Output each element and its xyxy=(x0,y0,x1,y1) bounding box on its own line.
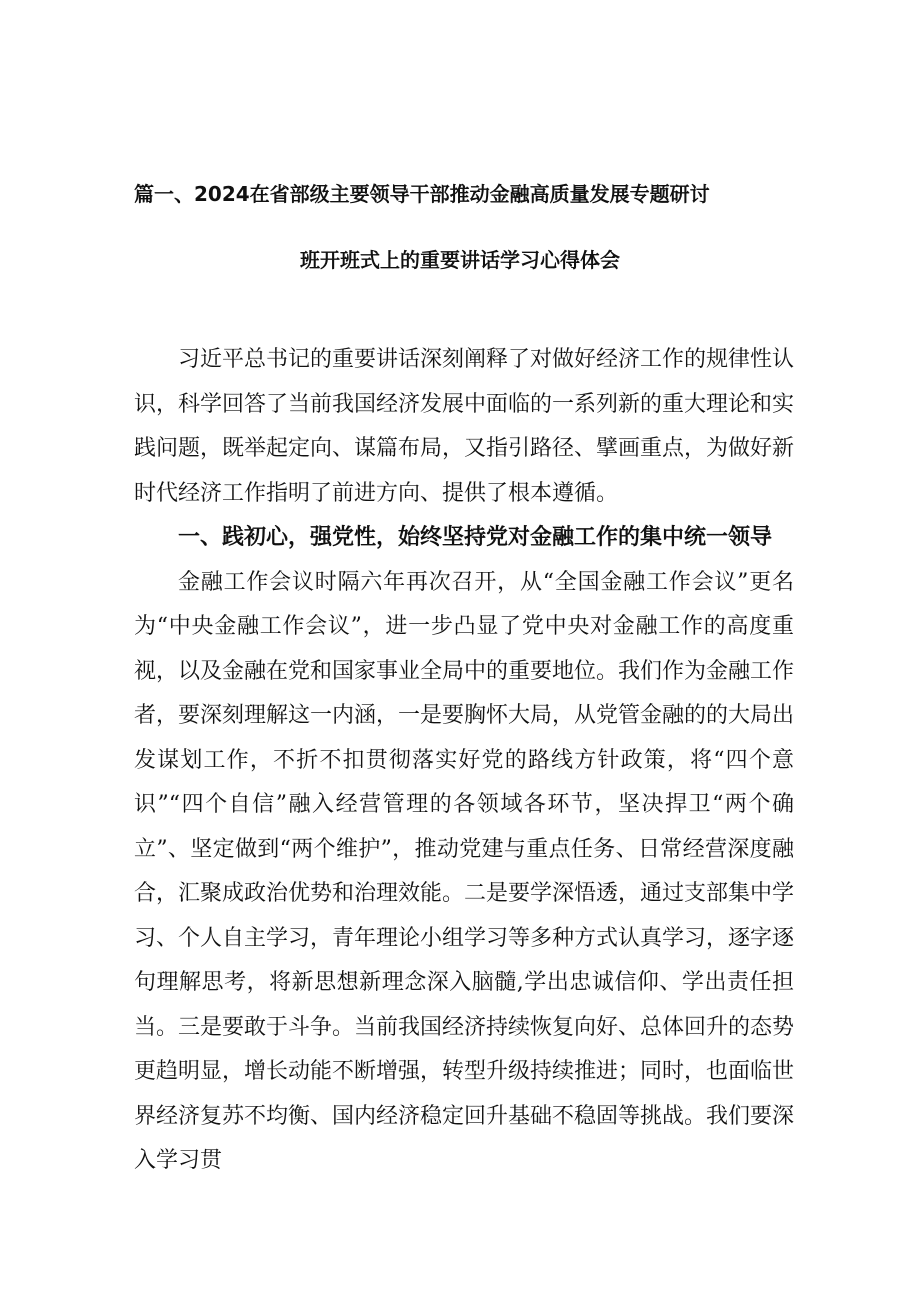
body-paragraph-intro: 习近平总书记的重要讲话深刻阐释了对做好经济工作的规律性认识，科学回答了当前我国经济发展中面临的一系列新的重大理论和实践问题，既举起定向、谋篇布局，又指引路径、擘画重点，为做好新时代经济工作指明了前进方向、提供了根本遵循。 xyxy=(134,347,795,506)
document-body xyxy=(134,338,794,1184)
section-heading-1: 一、践初心，强党性，始终坚持党对金融工作的集中统一领导 xyxy=(178,525,773,550)
document-title-line-1: 篇一、2024在省部级主要领导干部推动金融高质量发展专题研讨 xyxy=(134,182,710,206)
document-title-line-2: 班开班式上的重要讲话学习心得体会 xyxy=(300,248,620,272)
body-paragraph-2: 金融工作会议时隔六年再次召开，从“全国金融工作会议”更名为“中央金融工作会议”，进一步凸显了党中央对金融工作的高度重视，以及金融在党和国家事业全局中的重要地位。我们作为金融工作者，要深刻理解这一内涵，一是要胸怀大局，从党管金融的的大局出发谋划工作，不折不扣贯彻落实好党的路线方针政策，将“四个意识”“四个自信”融入经营管理的各领域各环节，坚决捍卫“两个确立”、坚定做到“两个维护”，推动党建与重点任务、日常经营深度融合，汇聚成政治优势和治理效能。二是要学深悟透，通过支部集中学习、个人自主学习，青年理论小组学习等多种方式认真学习，逐字逐句理解思考，将新思想新理念深入脑髓,学出忠诚信仰、学出责任担当。三是要敢于斗争。当前我国经济持续恢复向好、总体回升的态势更趋明显，增长动能不断增强，转型升级持续推进；同时，也面临世界经济复苏不均衡、国内经济稳定回升基础不稳固等挑战。我们要深入学习贯 xyxy=(134,569,795,1173)
